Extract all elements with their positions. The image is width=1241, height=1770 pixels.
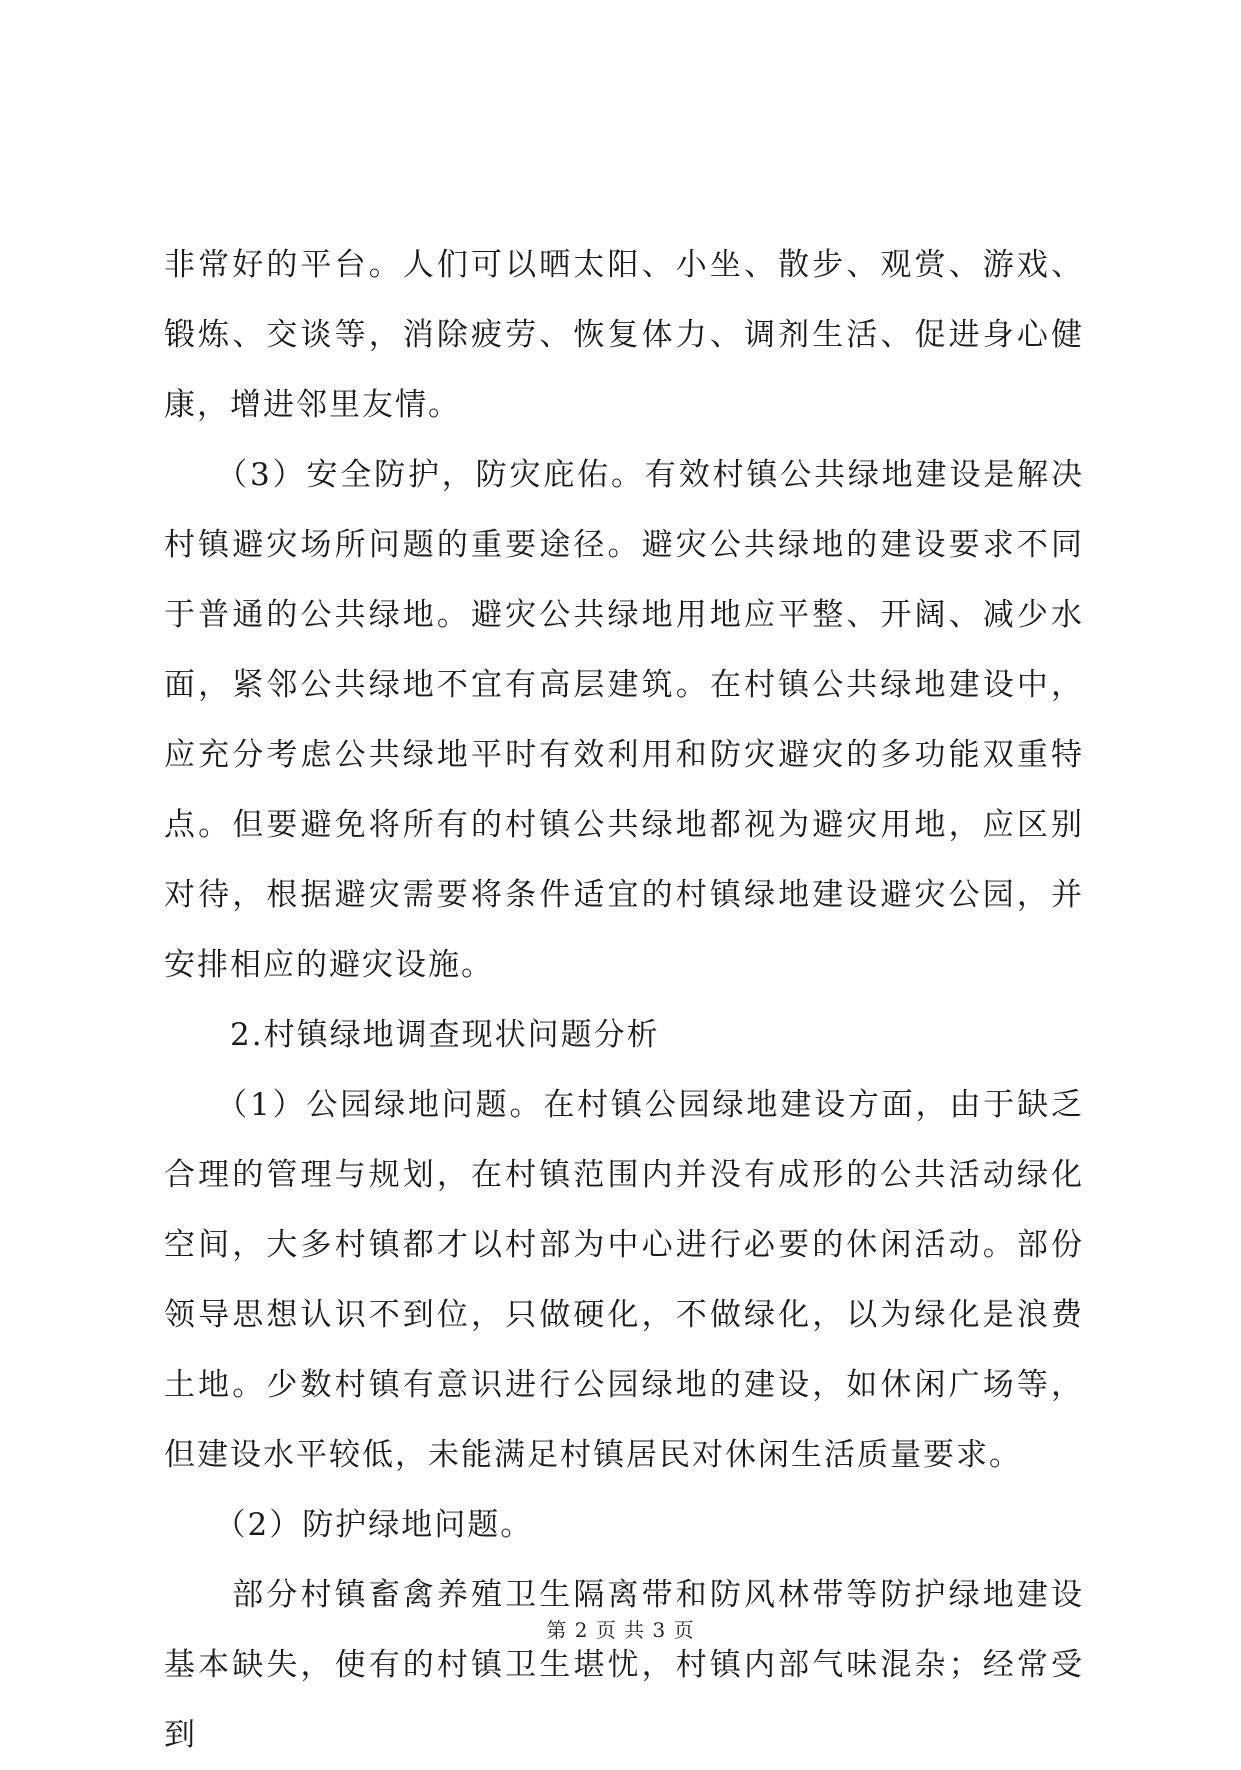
page-number: 第 2 页 共 3 页 [546, 1618, 695, 1642]
section-heading: 2.村镇绿地调查现状问题分析 [164, 1017, 660, 1053]
paragraph-park-green-space: （1）公园绿地问题。在村镇公园绿地建设方面，由于缺乏合理的管理与规划，在村镇范围内并没有成形的公共活动绿化空间，大多村镇都才以村部为中心进行必要的休闲活动。部份领导思想认识不到位，只做硬化，不做绿化，以为绿化是浪费土地。少数村镇有意识进行公园绿地的建设，如休闲广场等，但建设水平较低，未能满足村镇居民对休闲生活质量要求。 [164, 1087, 1084, 1473]
paragraph-continuation: 非常好的平台。人们可以晒太阳、小坐、散步、观赏、游戏、锻炼、交谈等，消除疲劳、恢复体力、调剂生活、促进身心健康，增进邻里友情。 [164, 247, 1084, 423]
paragraph-protective-green: 部分村镇畜禽养殖卫生隔离带和防风林带等防护绿地建设基本缺失，使有的村镇卫生堪忧，村镇内部气味混杂；经常受到 [164, 1577, 1084, 1753]
paragraph-protective-green-heading: （2）防护绿地问题。 [164, 1507, 534, 1543]
body-text [164, 230, 1084, 1770]
paragraph-safety-protection: （3）安全防护，防灾庇佑。有效村镇公共绿地建设是解决村镇避灾场所问题的重要途径。避灾公共绿地的建设要求不同于普通的公共绿地。避灾公共绿地用地应平整、开阔、减少水面，紧邻公共绿地不宜有高层建筑。在村镇公共绿地建设中，应充分考虑公共绿地平时有效利用和防灾避灾的多功能双重特点。但要避免将所有的村镇公共绿地都视为避灾用地，应区别对待，根据避灾需要将条件适宜的村镇绿地建设避灾公园，并安排相应的避灾设施。 [164, 457, 1084, 983]
